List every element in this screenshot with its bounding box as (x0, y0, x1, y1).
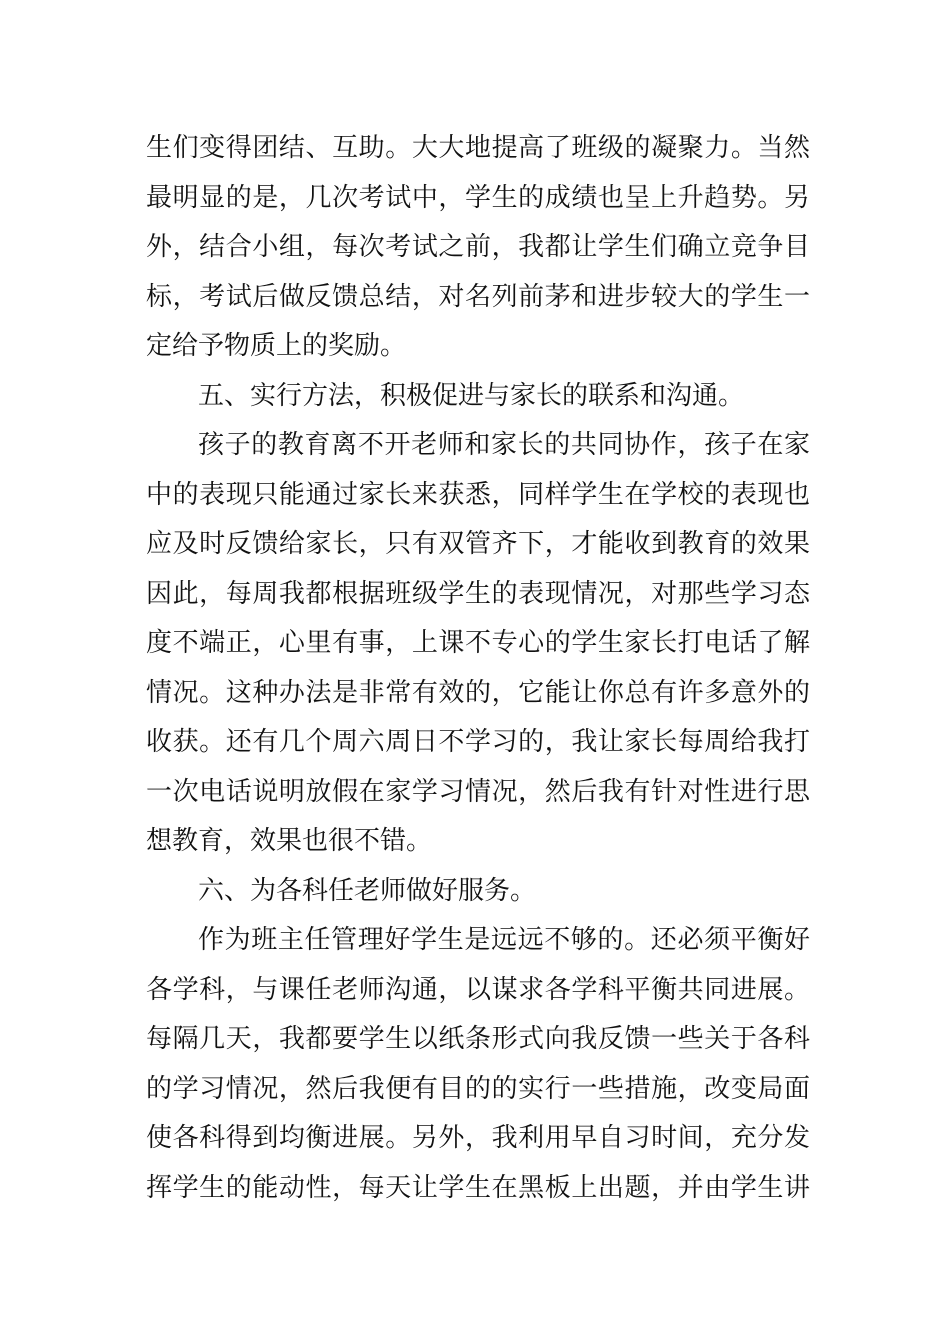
text-line: 挥学生的能动性，每天让学生在黑板上出题，并由学生讲 (146, 1172, 810, 1203)
text-line: 标，考试后做反馈总结，对名列前茅和进步较大的学生一 (146, 281, 810, 312)
text-line: 一次电话说明放假在家学习情况，然后我有针对性进行思 (146, 776, 810, 807)
text-line: 孩子的教育离不开老师和家长的共同协作，孩子在家 (198, 430, 810, 460)
text-line: 度不端正，心里有事，上课不专心的学生家长打电话了解 (146, 628, 810, 658)
text-line: 外，结合小组，每次考试之前，我都让学生们确立竞争目 (146, 232, 810, 262)
text-line: 使各科得到均衡进展。另外，我利用早自习时间，充分发 (146, 1123, 810, 1153)
text-line: 应及时反馈给家长，只有双管齐下，才能收到教育的效果 (146, 529, 810, 559)
text-line: 最明显的是，几次考试中，学生的成绩也呈上升趋势。另 (146, 182, 810, 213)
text-line: 的学习情况，然后我便有目的的实行一些措施，改变局面 (146, 1073, 810, 1104)
text-line: 生们变得团结、互助。大大地提高了班级的凝聚力。当然 (146, 133, 810, 163)
text-line: 定给予物质上的奖励。 (146, 331, 407, 361)
text-line: 想教育，效果也很不错。 (146, 826, 433, 856)
section-heading: 六、为各科任老师做好服务。 (198, 875, 537, 906)
text-line: 情况。这种办法是非常有效的，它能让你总有许多意外的 (146, 677, 810, 708)
text-line: 各学科，与课任老师沟通，以谋求各学科平衡共同进展。 (146, 974, 810, 1005)
section-heading: 五、实行方法，积极促进与家长的联系和沟通。 (198, 380, 745, 411)
body-text (146, 124, 810, 1213)
text-line: 收获。还有几个周六周日不学习的，我让家长每周给我打 (146, 727, 810, 757)
text-line: 中的表现只能通过家长来获悉，同样学生在学校的表现也 (146, 479, 810, 510)
text-line: 作为班主任管理好学生是远远不够的。还必须平衡好 (198, 925, 810, 955)
text-line: 因此，每周我都根据班级学生的表现情况，对那些学习态 (146, 578, 810, 609)
text-line: 每隔几天，我都要学生以纸条形式向我反馈一些关于各科 (146, 1024, 810, 1054)
